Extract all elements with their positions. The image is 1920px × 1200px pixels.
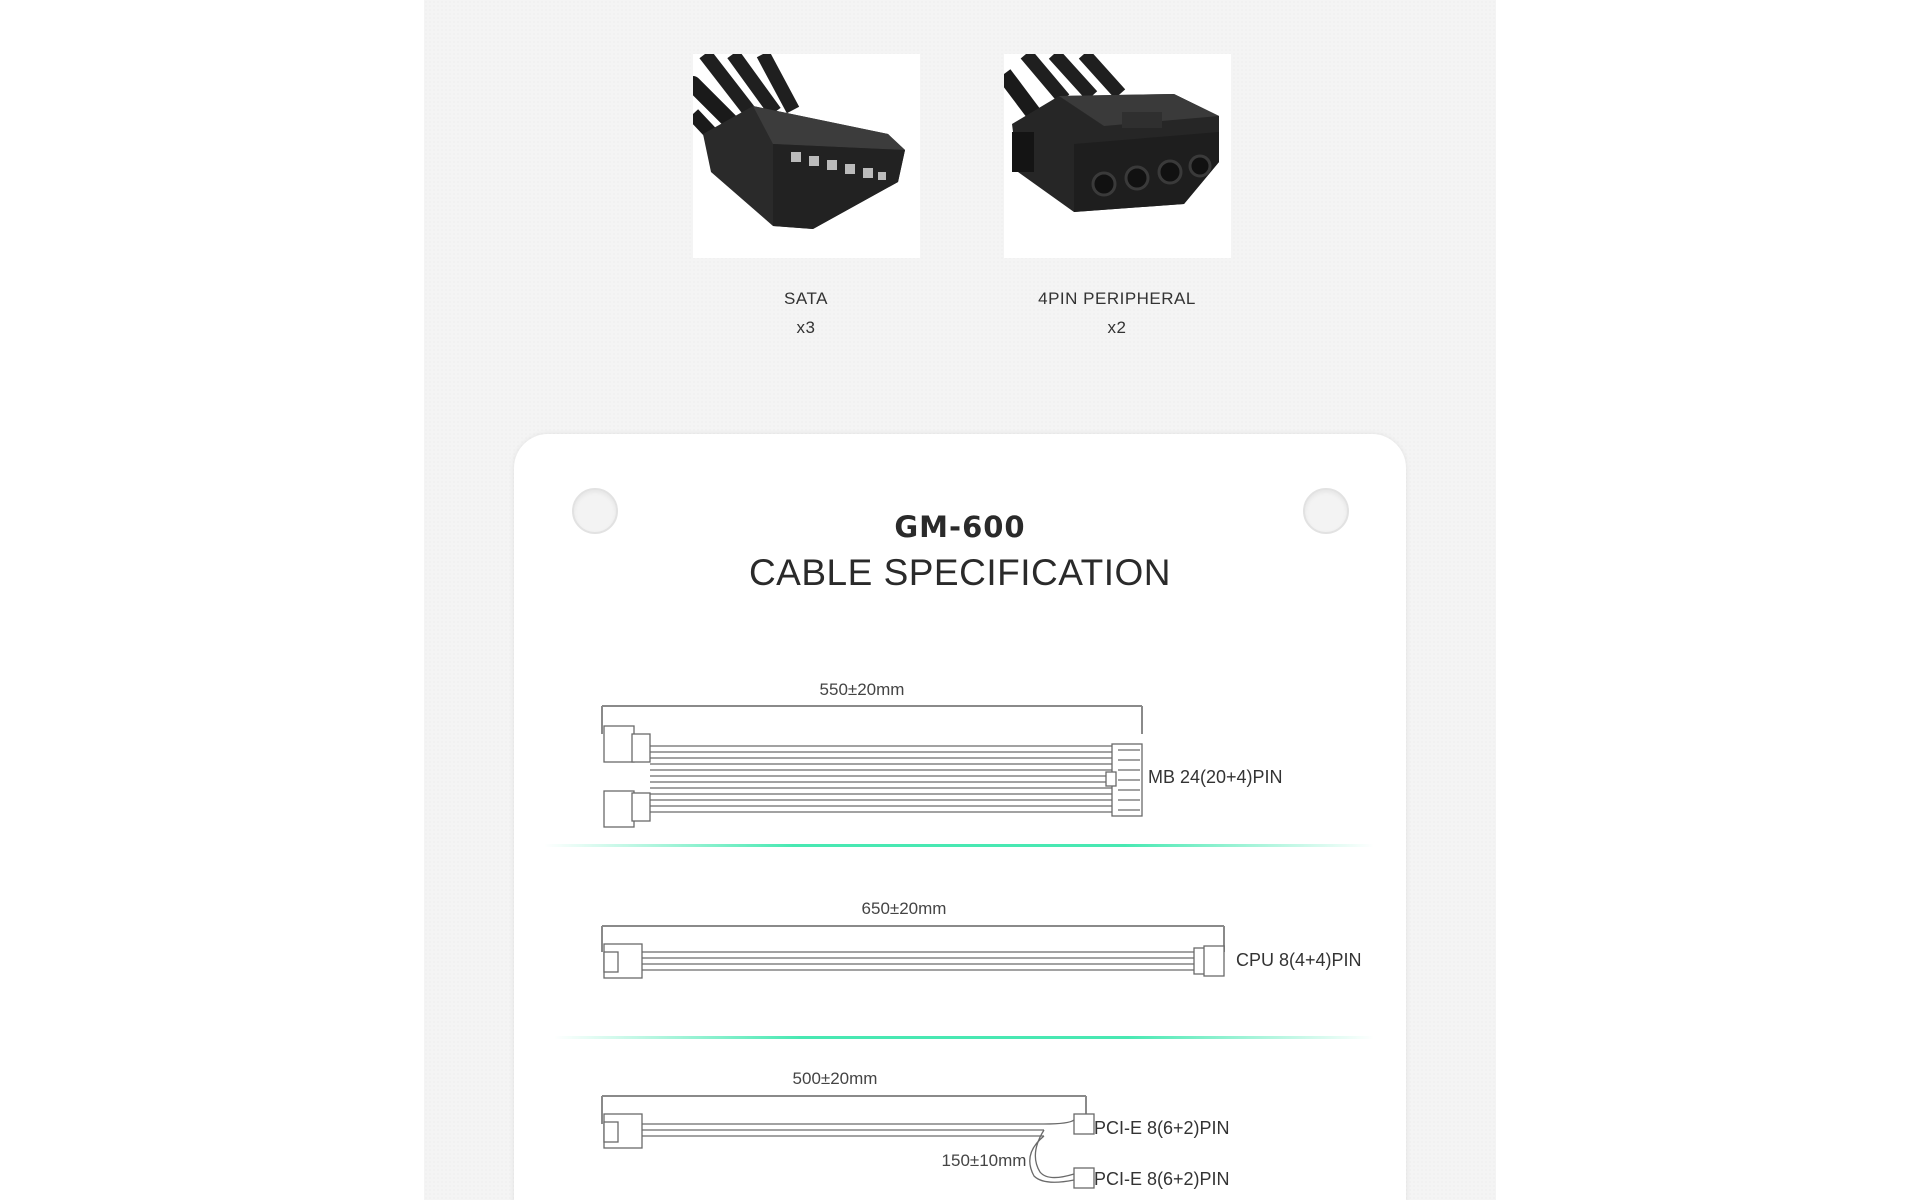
sata-label: SATA (784, 289, 828, 308)
sata-connector-photo (693, 54, 920, 258)
cpu-cable-drawing (604, 944, 1224, 978)
pcie-connector-label-1: PCI-E 8(6+2)PIN (1094, 1118, 1230, 1138)
pcie-connector-label-2: PCI-E 8(6+2)PIN (1094, 1169, 1230, 1189)
sata-caption (676, 284, 936, 342)
mb-connector-label: MB 24(20+4)PIN (1148, 767, 1283, 787)
molex-label: 4PIN PERIPHERAL (1038, 289, 1196, 308)
cpu-connector-label: CPU 8(4+4)PIN (1236, 950, 1362, 970)
pcie-branch-length: 150±10mm (941, 1151, 1027, 1170)
molex-caption (987, 284, 1247, 342)
spec-title: CABLE SPECIFICATION (748, 552, 1172, 593)
pcie-cable-drawing (604, 1114, 1094, 1188)
mb-cable-length: 550±20mm (819, 680, 905, 699)
sata-qty: x3 (796, 318, 816, 337)
molex-qty: x2 (1107, 318, 1127, 337)
model-name: GM-600 (894, 510, 1026, 544)
cpu-cable-length: 650±20mm (861, 899, 947, 918)
molex-connector-photo (1004, 54, 1231, 258)
mb-cable-drawing (604, 726, 1142, 827)
cable-line-drawings (514, 434, 1406, 1200)
pcie-cable-length: 500±20mm (792, 1069, 878, 1088)
cable-spec-card (514, 434, 1406, 1200)
